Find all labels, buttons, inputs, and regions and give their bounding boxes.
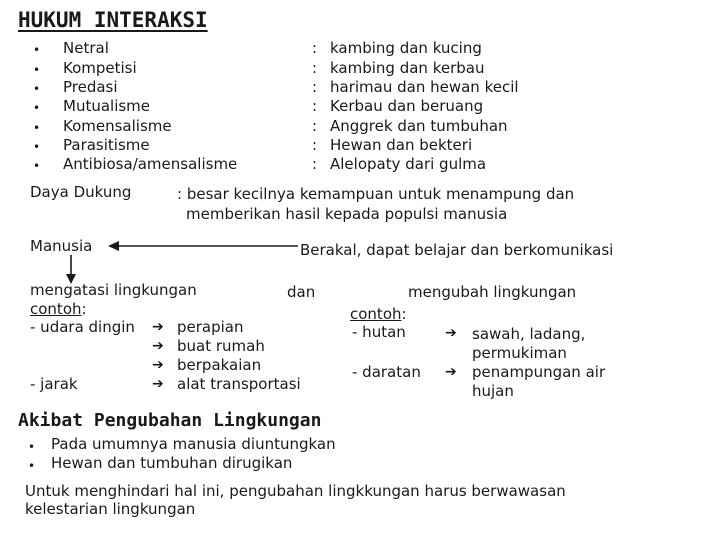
interaction-term: Predasi <box>63 78 118 96</box>
bullet: • <box>33 140 41 154</box>
mengatasi-item: alat transportasi <box>177 375 301 393</box>
interaction-example: Alelopaty dari gulma <box>330 155 487 173</box>
interaction-example: kambing dan kucing <box>330 39 482 57</box>
hutan-result: permukiman <box>472 344 567 362</box>
bold-right-arrow-icon: ➔ <box>152 338 164 354</box>
bullet: • <box>33 82 41 96</box>
page-title: HUKUM INTERAKSI <box>18 8 208 32</box>
jarak-label: - jarak <box>30 375 78 393</box>
akibat-point: Hewan dan tumbuhan dirugikan <box>51 454 293 472</box>
interaction-term: Netral <box>63 39 109 57</box>
interaction-example: kambing dan kerbau <box>330 59 485 77</box>
colon: : <box>312 59 318 77</box>
daya-dukung-definition: : besar kecilnya kemampuan untuk menampung dan <box>177 185 575 203</box>
akibat-point: Pada umumnya manusia diuntungkan <box>51 435 336 453</box>
conclusion-text: Untuk menghindari hal ini, pengubahan lingkkungan harus berwawasan <box>25 482 566 500</box>
colon: : <box>312 117 318 135</box>
colon: : <box>312 155 318 173</box>
dan-label: dan <box>287 283 316 301</box>
akibat-title: Akibat Pengubahan Lingkungan <box>18 410 322 431</box>
manusia-description: Berakal, dapat belajar dan berkomunikasi <box>300 241 614 259</box>
mengatasi-title: mengatasi lingkungan <box>30 281 197 299</box>
manusia-label: Manusia <box>30 237 93 255</box>
hutan-label: - hutan <box>352 323 406 341</box>
contoh-label <box>350 305 407 324</box>
interaction-term: Antibiosa/amensalisme <box>63 155 238 173</box>
bullet: • <box>28 440 36 454</box>
bold-right-arrow-icon: ➔ <box>445 364 457 380</box>
contoh-text: contoh <box>30 300 82 318</box>
mengubah-title: mengubah lingkungan <box>408 283 577 301</box>
colon: : <box>312 39 318 57</box>
mengatasi-item: perapian <box>177 318 244 336</box>
mengatasi-item: buat rumah <box>177 337 265 355</box>
interaction-example: harimau dan hewan kecil <box>330 78 519 96</box>
interaction-term: Kompetisi <box>63 59 137 77</box>
daya-dukung-definition: memberikan hasil kepada populsi manusia <box>186 205 508 223</box>
bullet: • <box>33 121 41 135</box>
colon: : <box>312 78 318 96</box>
daratan-result: hujan <box>472 382 514 400</box>
bold-right-arrow-icon: ➔ <box>445 325 457 341</box>
interaction-example: Hewan dan bekteri <box>330 136 473 154</box>
bullet: • <box>33 101 41 115</box>
contoh-label <box>30 300 87 319</box>
hutan-result: sawah, ladang, <box>472 325 586 343</box>
bullet: • <box>33 159 41 173</box>
udara-dingin-label: - udara dingin <box>30 318 135 336</box>
daratan-result: penampungan air <box>472 363 606 381</box>
daratan-label: - daratan <box>352 363 421 381</box>
bullet: • <box>28 459 36 473</box>
contoh-text: contoh <box>350 305 402 323</box>
conclusion-text: kelestarian lingkungan <box>25 500 196 518</box>
interaction-term: Komensalisme <box>63 117 172 135</box>
interaction-example: Kerbau dan beruang <box>330 97 484 115</box>
daya-dukung-label: Daya Dukung <box>30 183 132 201</box>
bullet: • <box>33 43 41 57</box>
contoh-colon: : <box>81 300 87 318</box>
contoh-colon: : <box>401 305 407 323</box>
colon: : <box>312 97 318 115</box>
bold-right-arrow-icon: ➔ <box>152 357 164 373</box>
interaction-term: Mutualisme <box>63 97 151 115</box>
interaction-example: Anggrek dan tumbuhan <box>330 117 508 135</box>
interaction-term: Parasitisme <box>63 136 150 154</box>
bullet: • <box>33 63 41 77</box>
bold-right-arrow-icon: ➔ <box>152 376 164 392</box>
bold-right-arrow-icon: ➔ <box>152 319 164 335</box>
mengatasi-item: berpakaian <box>177 356 262 374</box>
colon: : <box>312 136 318 154</box>
